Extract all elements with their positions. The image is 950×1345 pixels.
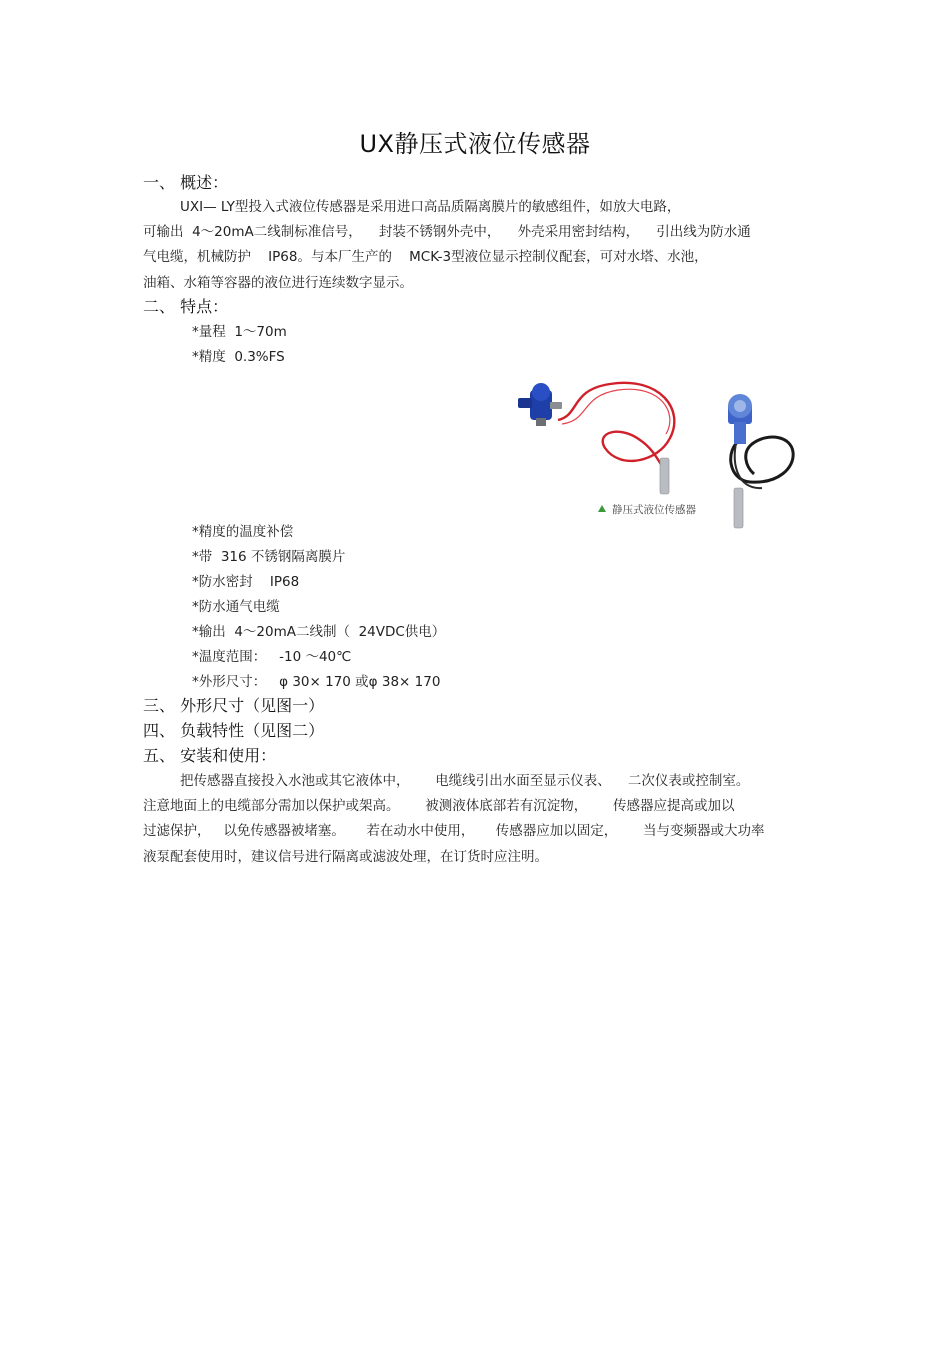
product-photo-svg	[510, 370, 802, 532]
section-heading-load: 四、 负载特性（见图二）	[143, 721, 325, 740]
product-photo	[510, 370, 802, 532]
feature-item-range: *量程 1～70m	[192, 324, 287, 340]
install-line-2: 注意地面上的电缆部分需加以保护或架高。 被测液体底部若有沉淀物， 传感器应提高或加以	[143, 798, 735, 814]
overview-line-2: 可输出 4～20mA二线制标准信号， 封装不锈钢外壳中， 外壳采用密封结构， 引出线为防水通	[143, 224, 751, 240]
overview-line-4: 油箱、水箱等容器的液位进行连续数字显示。	[143, 275, 413, 291]
section-heading-overview: 一、 概述：	[143, 173, 229, 192]
install-line-4: 液泵配套使用时，建议信号进行隔离或滤波处理，在订货时应注明。	[143, 849, 548, 865]
overview-line-1: UXI— LY型投入式液位传感器是采用进口高品质隔离膜片的敏感组件，如放大电路，	[180, 199, 681, 215]
section-heading-install: 五、 安装和使用：	[143, 746, 277, 765]
feature-item-accuracy: *精度 0.3%FS	[192, 349, 285, 365]
section-heading-features: 二、 特点：	[143, 297, 229, 316]
feature-item-dimensions: *外形尺寸： φ 30× 170 或φ 38× 170	[192, 674, 441, 690]
install-line-3: 过滤保护， 以免传感器被堵塞。 若在动水中使用， 传感器应加以固定， 当与变频器或大功率	[143, 823, 765, 839]
feature-item-temp-range: *温度范围： -10 ～40℃	[192, 649, 352, 665]
feature-item-cable: *防水通气电缆	[192, 599, 280, 615]
photo-caption: 静压式液位传感器	[612, 504, 696, 516]
probe-right	[734, 488, 743, 528]
feature-item-waterproof: *防水密封 IP68	[192, 574, 300, 590]
page-title: UX静压式液位传感器	[359, 130, 591, 158]
section-heading-dimensions: 三、 外形尺寸（见图一）	[143, 696, 325, 715]
feature-item-diaphragm: *带 316 不锈钢隔离膜片	[192, 549, 346, 565]
probe-left	[660, 458, 669, 494]
feature-item-temp-comp: *精度的温度补偿	[192, 524, 294, 540]
install-line-1: 把传感器直接投入水池或其它液体中， 电缆线引出水面至显示仪表、 二次仪表或控制室。	[180, 773, 750, 789]
overview-line-3: 气电缆，机械防护 IP68。与本厂生产的 MCK-3型液位显示控制仪配套，可对水塔、水池，	[143, 249, 708, 265]
feature-item-output: *输出 4～20mA二线制（ 24VDC供电）	[192, 624, 446, 640]
